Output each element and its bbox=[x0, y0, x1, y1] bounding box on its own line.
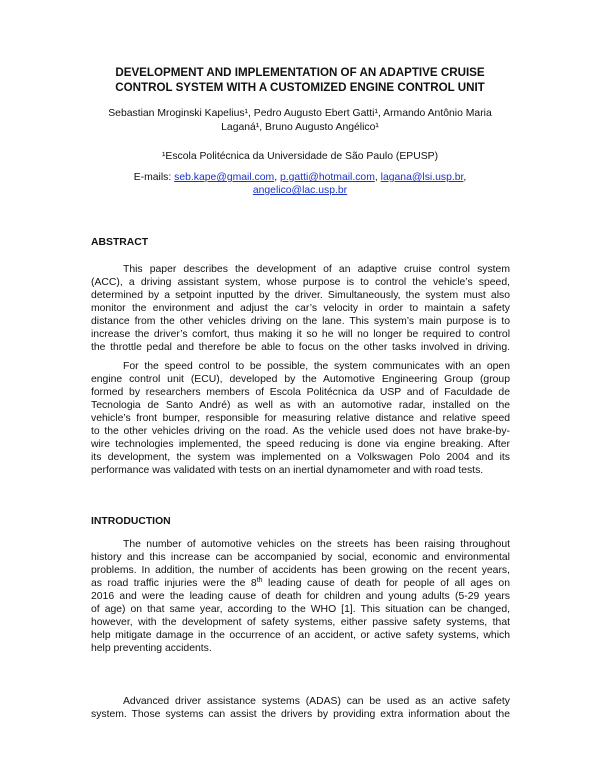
text-line: Tecnologia de Santo André) as well as with an automotive radar, installed on the bbox=[91, 400, 510, 412]
text-line: as road traffic injuries were the 8th leading cause of death for people of all ages on bbox=[91, 577, 510, 590]
introduction-heading: INTRODUCTION bbox=[91, 516, 171, 527]
text-line: help preventing accidents. bbox=[91, 643, 212, 655]
text-line: performance was validated with tests on an inertial dynamometer and with road tests. bbox=[91, 465, 484, 477]
text-line: determined by a setpoint inputted by the driver. Simultaneously, the system must also bbox=[91, 290, 510, 302]
email-label: E-mails: bbox=[133, 172, 172, 183]
text-line: Advanced driver assistance systems (ADAS) can be used as an active safety bbox=[123, 696, 510, 707]
author-line: Laganá¹, Bruno Augusto Angélico¹ bbox=[221, 122, 379, 133]
text-line: problems. In addition, the number of accidents has been growing on the recent years, bbox=[91, 565, 510, 577]
email-link[interactable]: seb.kape@gmail.com bbox=[174, 172, 275, 183]
text-line: monitor the environment and adjust the car’s velocity in order to maintain a safety bbox=[91, 303, 510, 315]
text-line: wire technologies implemented, the speed reducing is done via engine breaking. After bbox=[91, 439, 510, 451]
text-line: For the speed control to be possible, the system communicates with an open bbox=[123, 361, 510, 372]
text-line: vehicle’s front bumper, responsible for measuring relative distance and relative speed bbox=[91, 413, 510, 425]
introduction-paragraph-1 bbox=[91, 538, 510, 655]
author-list bbox=[75, 107, 525, 135]
text-line: history and this increase can be accompanied by social, economic and environmental bbox=[91, 552, 510, 564]
author-line: Sebastian Mroginski Kapelius¹, Pedro Augusto Ebert Gatti¹, Armando Antônio Maria bbox=[108, 108, 492, 119]
text-line: help mitigate damage in the occurrence of an accident, or active safety systems, which bbox=[91, 630, 510, 642]
email-link[interactable]: angelico@lac.usp.br bbox=[252, 185, 348, 196]
paper-title bbox=[60, 66, 540, 95]
abstract-paragraph-1 bbox=[91, 263, 510, 354]
text-line: increase the driver’s comfort, thus making it so he will no longer be required to control bbox=[91, 329, 510, 341]
introduction-paragraph-2 bbox=[91, 695, 510, 721]
text-line: distance from the other vehicles driving on the lane. This system’s main purpose is to bbox=[91, 316, 510, 328]
text-line: (ACC), a driving assistant system, whose purpose is to control the vehicle’s speed, bbox=[91, 277, 510, 289]
affiliation: ¹Escola Politécnica da Universidade de São Paulo (EPUSP) bbox=[161, 151, 439, 162]
abstract-heading: ABSTRACT bbox=[91, 237, 149, 248]
text-line: system. Those systems can assist the drivers by providing extra information about the bbox=[91, 709, 510, 721]
title-line: CONTROL SYSTEM WITH A CUSTOMIZED ENGINE CONTROL UNIT bbox=[115, 80, 485, 94]
text-line: This paper describes the development of an adaptive cruise control system bbox=[123, 264, 510, 275]
title-line: DEVELOPMENT AND IMPLEMENTATION OF AN ADAPTIVE CRUISE bbox=[115, 66, 485, 79]
abstract-paragraph-2 bbox=[91, 360, 510, 477]
text-line: to the other vehicles driving on the road. As the vehicle used does not have brake-by- bbox=[91, 426, 510, 438]
email-block: E-mails: seb.kape@gmail.com, p.gatti@hotmail.com, lagana@lsi.usp.br, angelico@lac.usp.br bbox=[133, 172, 467, 196]
superscript: th bbox=[256, 577, 263, 585]
text-line: of age) on that same year, according to the WHO [1]. This situation can be changed, bbox=[91, 604, 510, 616]
text-line: formed by researchers members of Escola Politécnica da USP and of Faculdade de bbox=[91, 387, 510, 399]
text-line: its development, the system was implemented on a Volkswagen Polo 2004 and its bbox=[91, 452, 510, 464]
text-line: the throttle pedal and therefore be able to focus on the other tasks involved in driving. bbox=[91, 342, 510, 354]
text-line: however, with the development of safety systems, either passive safety systems, that bbox=[91, 617, 510, 629]
email-link[interactable]: p.gatti@hotmail.com bbox=[279, 172, 375, 183]
text-line: engine control unit (ECU), developed by the Automotive Engineering Group (group bbox=[91, 374, 510, 386]
email-link[interactable]: lagana@lsi.usp.br bbox=[380, 172, 464, 183]
text-line: 2016 and were the leading cause of death for children and young adults (5-29 years bbox=[91, 591, 510, 603]
text-line: The number of automotive vehicles on the streets has been raising throughout bbox=[123, 539, 510, 550]
